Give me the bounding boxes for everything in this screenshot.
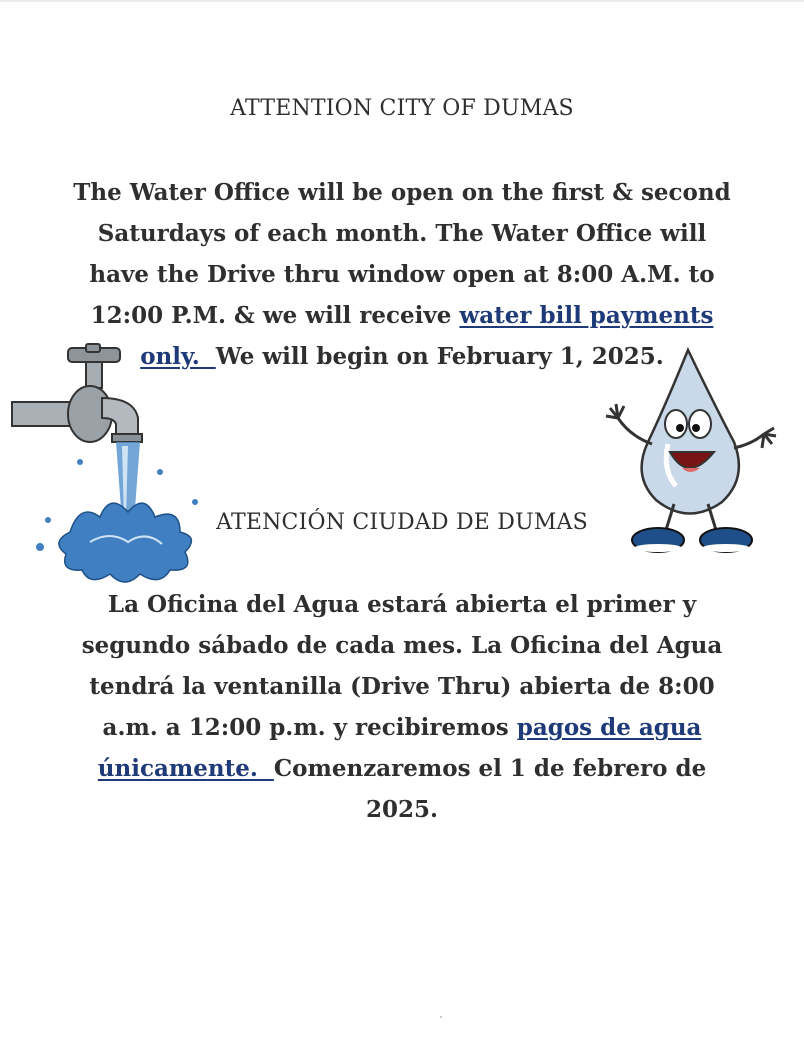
water-drop-mascot-icon — [596, 344, 786, 564]
english-heading: ATTENTION CITY OF DUMAS — [230, 96, 574, 121]
spanish-heading: ATENCIÓN CIUDAD DE DUMAS — [216, 510, 588, 535]
faucet-icon — [10, 342, 210, 592]
spanish-line-4-text: a.m. a 12:00 p.m. y recibiremos — [102, 714, 517, 741]
pagos-de-agua-link[interactable]: pagos de agua — [516, 714, 702, 741]
page-border — [0, 0, 804, 2]
unicamente-link[interactable]: únicamente. — [97, 755, 274, 782]
page-speck — [440, 1016, 442, 1018]
only-link[interactable]: only. — [140, 343, 216, 370]
english-line-5-text: We will begin on February 1, 2025. — [215, 343, 664, 370]
water-bill-payments-link[interactable]: water bill payments — [459, 302, 714, 329]
english-line-4-text: 12:00 P.M. & we will receive — [90, 302, 460, 329]
spanish-paragraph — [0, 584, 804, 830]
spanish-line-6: 2025. — [365, 796, 439, 823]
english-line-4 — [0, 295, 804, 336]
spanish-line-2: segundo sábado de cada mes. La Oficina del Agua — [81, 632, 723, 659]
spanish-line-3: tendrá la ventanilla (Drive Thru) abierta de 8:00 — [89, 673, 715, 700]
spanish-line-5-text: Comenzaremos el 1 de febrero de — [273, 755, 707, 782]
english-line-3: have the Drive thru window open at 8:00 A.M. to — [89, 261, 715, 288]
english-line-2: Saturdays of each month. The Water Office will — [97, 220, 707, 247]
spanish-line-1: La Oficina del Agua estará abierta el primer y — [107, 591, 697, 618]
english-line-1: The Water Office will be open on the first & second — [73, 179, 731, 206]
spanish-line-5 — [0, 748, 804, 789]
spanish-line-4 — [0, 707, 804, 748]
